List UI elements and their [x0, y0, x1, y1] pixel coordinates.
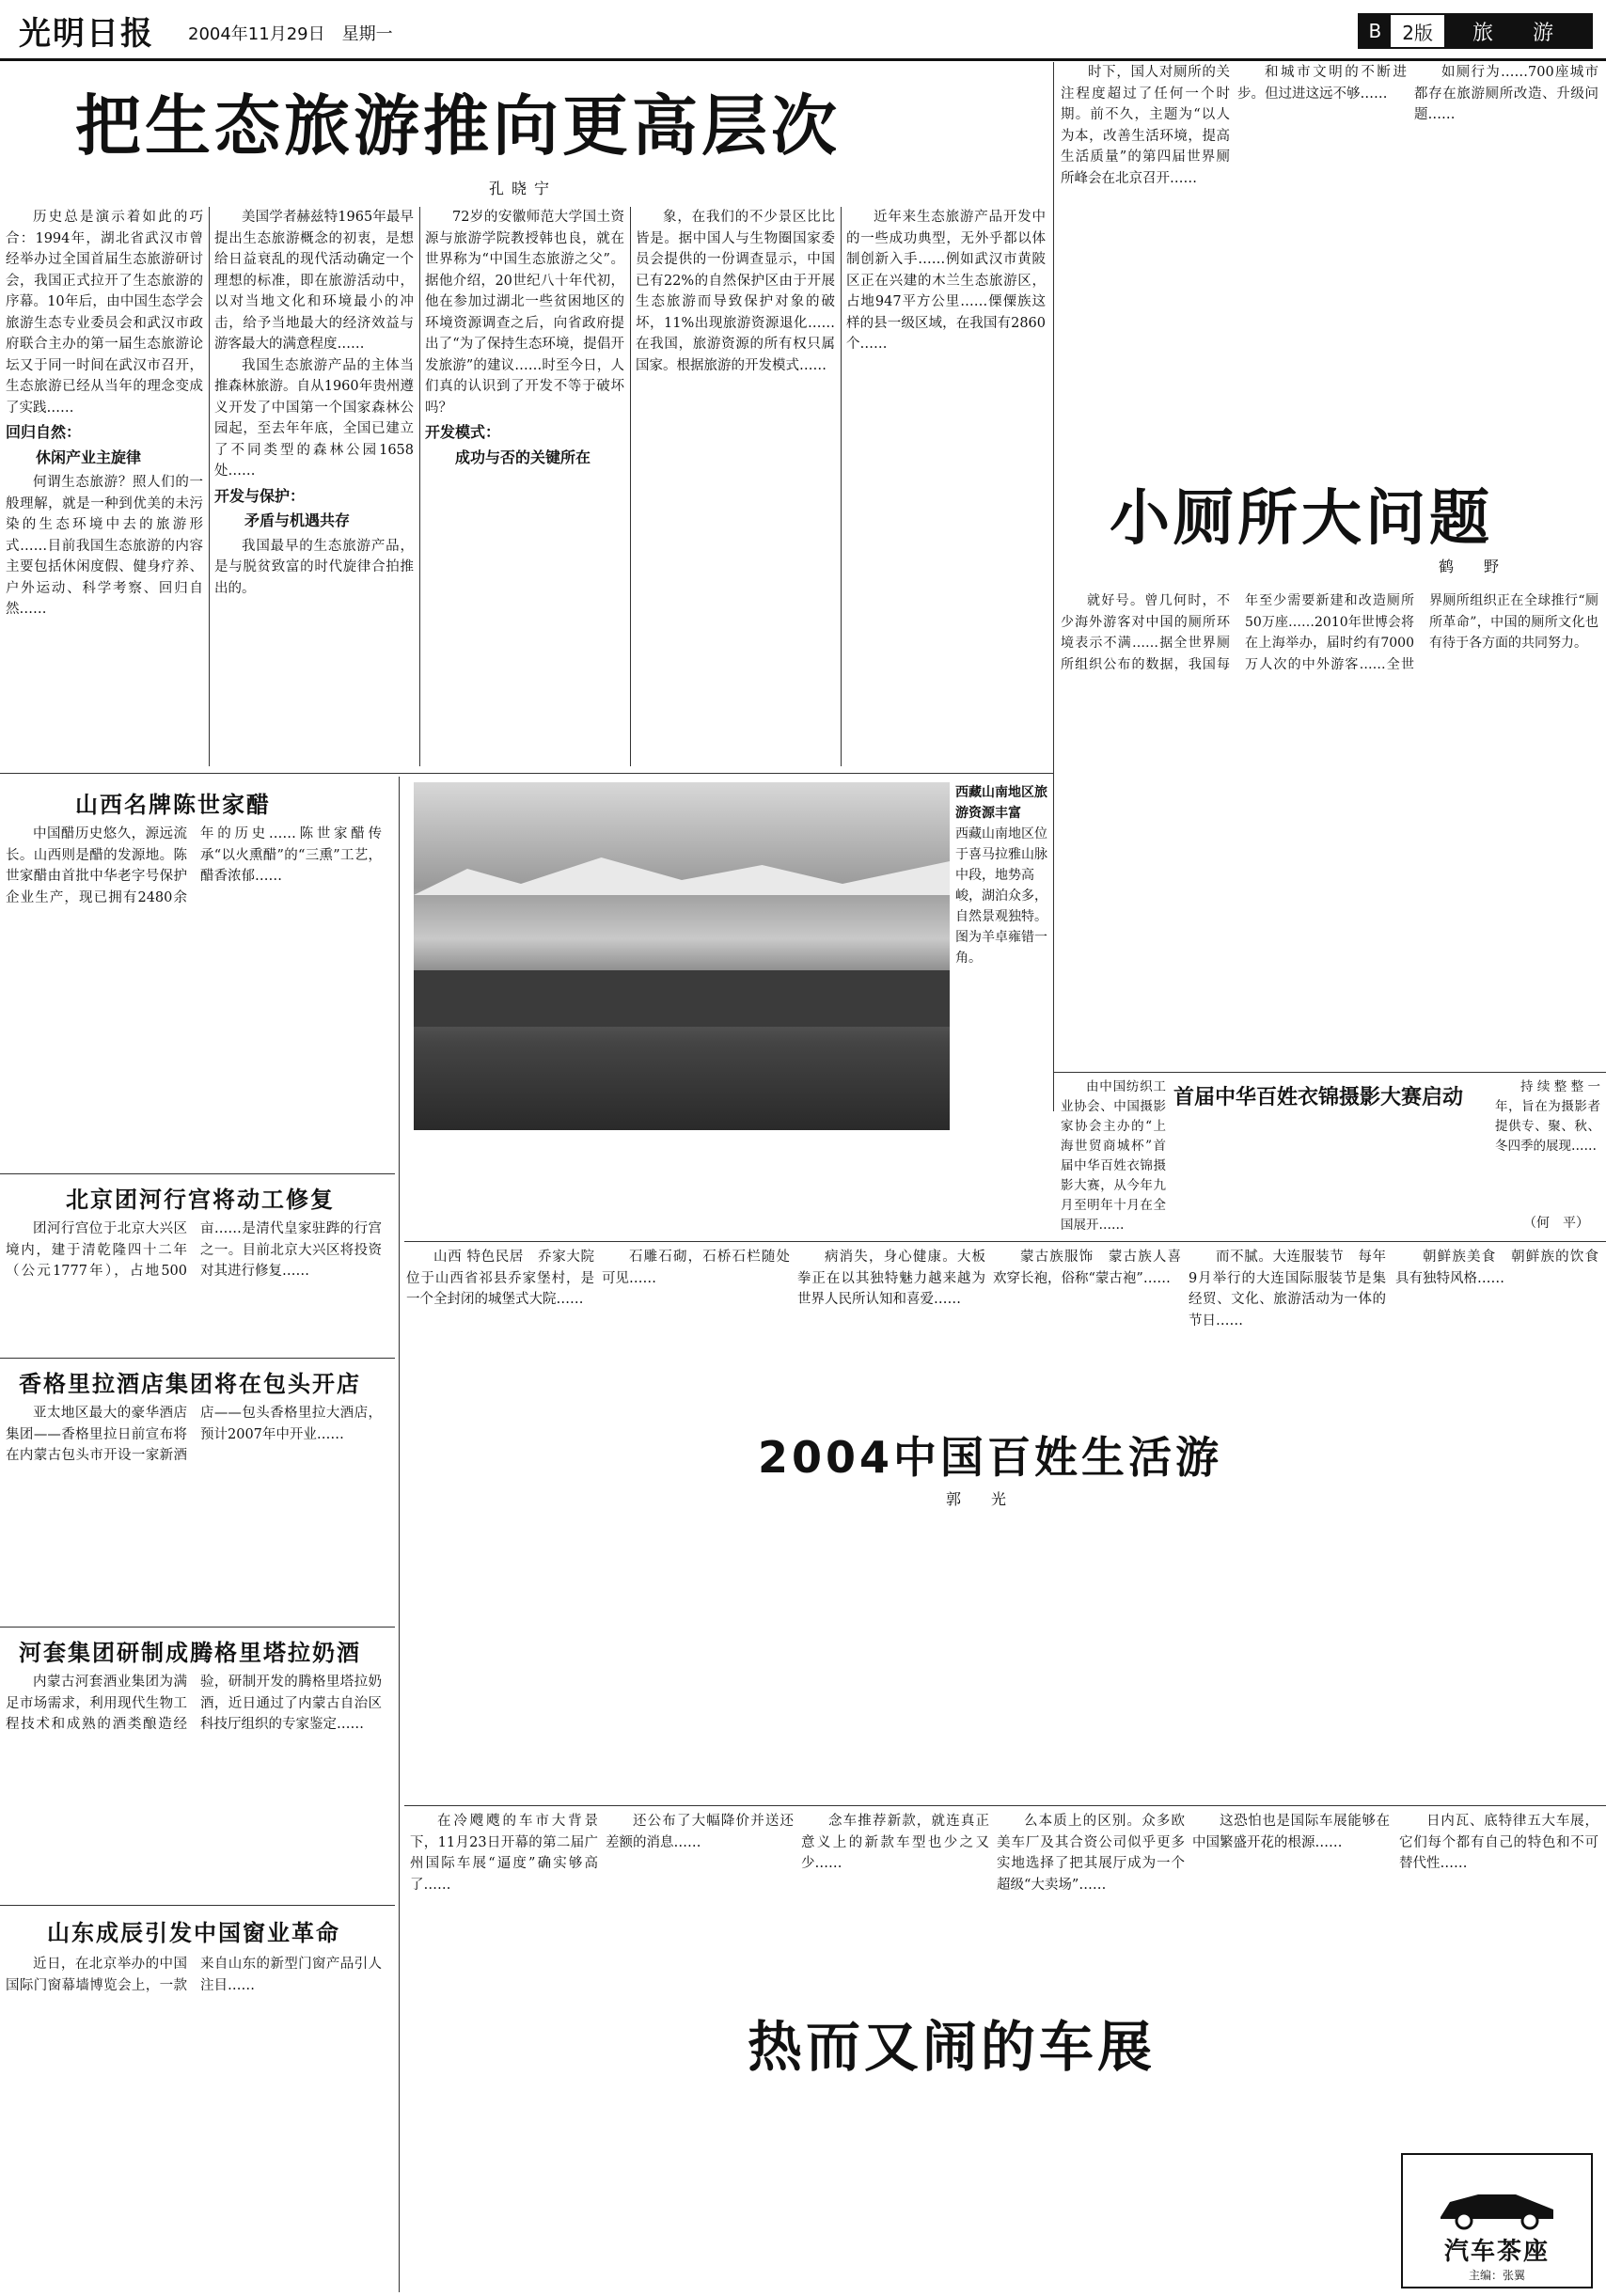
article-3-col-2	[602, 1247, 790, 1801]
photo-caption-text: 西藏山南地区位于喜马拉雅山脉中段，地势高峻，湖泊众多，自然景观独特。图为羊卓雍错一角。	[955, 826, 1047, 966]
article-1-col-1	[6, 207, 203, 766]
article-1-col-2b-text: 我国生态旅游产品的主体当推森林旅游。自从1960年贵州遵义开发了中国第一个国家森林公园起，至去年年底，全国已建立了不同类型的森林公园1658处……	[214, 357, 414, 479]
article-1-col-1b-text: 何谓生态旅游？照人们的一般理解，就是一种到优美的未污染的生态环境中去的旅游形式……目前我国生态旅游的内容主要包括休闲度假、健身疗养、户外运动、科学考察、回归自然……	[6, 475, 203, 617]
article-1-col-4	[636, 207, 835, 766]
page-number: 2版	[1402, 21, 1433, 44]
article-4-title: 热而又闹的车展	[748, 2015, 1157, 2079]
article-3-col-4	[993, 1247, 1181, 1801]
news-3-body	[6, 1403, 382, 1619]
contest-lead-text: 由中国纺织工业协会、中国摄影家协会主办的“上海世贸商城杯”首届中华百姓衣锦摄影大赛，从今年九月至明年十月在全国展开……	[1061, 1079, 1166, 1233]
article-4-col-3-text: 念车推荐新款，就连真正意义上的新款车型也少之又少……	[801, 1814, 989, 1871]
article-3-col-3-text: 病消失，身心健康。大板拳正在以其独特魅力越来越为世界人民所认知和喜爱……	[797, 1250, 985, 1307]
contest-right	[1495, 1077, 1600, 1235]
article-3-col-1	[406, 1247, 608, 1801]
article-1-col-4-text: 象，在我们的不少景区比比皆是。据中国人与生物圈国家委员会提供的一份调查显示，中国已有22%的自然保护区由于开展生态旅游而导致保护对象的破坏，11%出现旅游资源退化……在我国，旅游资源的所有权只属国家。根据旅游的开发模式……	[636, 210, 835, 373]
news-1-body	[6, 824, 382, 1166]
article-4-col-6-text: 日内瓦、底特律五大车展，它们每个都有自己的特色和不可替代性……	[1399, 1814, 1598, 1871]
photo-caption	[955, 782, 1049, 1130]
news-4-title: 河套集团研制成腾格里塔拉奶酒	[19, 1640, 361, 1666]
car-column-editor: 主编：张翼	[1468, 2269, 1525, 2282]
article-1-col-5-text: 近年来生态旅游产品开发中的一些成功典型，无外乎都以体制创新入手……例如武汉市黄陂区正在兴建的木兰生态旅游区，占地947平方公里……傈僳族这样的县一级区域，在我国有2860个……	[846, 210, 1046, 352]
article-3-col-1-text: 山西 特色民居 乔家大院 位于山西省祁县乔家堡村，是一个全封闭的城堡式大院……	[406, 1250, 608, 1307]
article-3-col-6	[1395, 1247, 1598, 1801]
newspaper-logo: 光明日报	[19, 15, 154, 53]
article-3-col-3	[797, 1247, 985, 1801]
article-1-col-2-text: 美国学者赫兹特1965年最早提出生态旅游概念的初衷，是想给日益衰乱的现代活动确定一个理想的标准，即在旅游活动中，以对当地文化和环境最小的冲击，给予当地最大的经济效益与游客最大的满意程度……	[214, 210, 414, 352]
contest-right-text: 持续整整一年，旨在为摄影者提供专、聚、秋、冬四季的展现……	[1495, 1079, 1600, 1154]
car-column-logo	[1401, 2153, 1593, 2288]
article-3-title: 2004中国百姓生活游	[743, 1420, 1237, 1489]
article-1-subhead-1: 回归自然：	[6, 423, 82, 441]
article-2-col-2-text: 和城市文明的不断进步。但过进这远不够……	[1237, 65, 1407, 102]
article-1-subhead-3b: 成功与否的关键所在	[455, 448, 591, 466]
article-1-byline: 孔晓宁	[489, 180, 558, 197]
news-3-title: 香格里拉酒店集团将在包头开店	[19, 1371, 361, 1397]
photo-caption-title: 西藏山南地区旅游资源丰富	[955, 785, 1047, 821]
article-3-byline: 郭 光	[940, 1487, 1019, 1509]
article-2-col-1	[1061, 62, 1230, 452]
article-3-col-6-text: 朝鲜族美食 朝鲜族的饮食具有独特风格……	[1395, 1250, 1598, 1286]
article-1-title: 把生态旅游推向更高层次	[75, 87, 841, 165]
article-4-col-2	[606, 1811, 794, 1980]
article-4-col-5	[1192, 1811, 1390, 2140]
article-1-col-1-text: 历史总是演示着如此的巧合：1994年，湖北省武汉市曾经举办过全国首届生态旅游研讨会，我国正式拉开了生态旅游的序幕。10年后，由中国生态学会旅游生态专业委员会和武汉市政府联合主办的第一届生态旅游论坛又于同一时间在武汉市召开，生态旅游已经从当年的理念变成了实践……	[6, 210, 203, 416]
article-4-col-5-text: 这恐怕也是国际车展能够在中国繁盛开花的根源……	[1192, 1814, 1390, 1850]
left-news-column	[0, 777, 395, 2292]
article-1-subhead-2: 开发与保护：	[214, 486, 306, 505]
article-3-col-4-text: 蒙古族服饰 蒙古族人喜欢穿长袍，俗称“蒙古袍”……	[993, 1250, 1181, 1286]
news-5-body-text: 近日，在北京举办的中国国际门窗幕墙博览会上，一款来自山东的新型门窗产品引人注目……	[6, 1957, 382, 1993]
article-1-subhead-3: 开发模式：	[425, 423, 501, 441]
tibet-lake-photo	[414, 782, 950, 1130]
article-2-col-1-text: 时下，国人对厕所的关注程度超过了任何一个时期。前不久，主题为“以人为本，改善生活环境，提高生活质量”的第四届世界厕所峰会在北京召开……	[1061, 65, 1230, 186]
article-3-col-5	[1189, 1247, 1386, 1801]
news-2-body-text: 团河行宫位于北京大兴区境内，建于清乾隆四十二年（公元1777年），占地500亩……是清代皇家驻跸的行宫之一。目前北京大兴区将投资对其进行修复……	[6, 1221, 382, 1279]
contest-author: （何 平）	[1523, 1216, 1589, 1231]
car-column-logo-text: 汽车茶座	[1443, 2238, 1550, 2266]
article-2-title: 小厕所大问题	[1110, 484, 1493, 554]
contest-title: 首届中华百姓衣锦摄影大赛启动	[1173, 1086, 1464, 1109]
news-2-body	[6, 1219, 382, 1350]
page-indicator	[1358, 13, 1593, 49]
news-5-body	[6, 1954, 382, 2283]
article-2-body-text: 就好号。曾几何时，不少海外游客对中国的厕所环境表示不满……据全世界厕所组织公布的数据，我国每年至少需要新建和改造厕所50万座……2010年世博会将在上海举办，届时约有7000万人次的中外游客……全世界厕所组织正在全球推行“厕所革命”，中国的厕所文化也有待于各方面的共同努力。	[1061, 593, 1598, 672]
article-1-col-5	[846, 207, 1046, 766]
contest-lead	[1061, 1077, 1166, 1235]
car-icon	[1431, 2176, 1563, 2232]
article-2-col-3-text: 如厕行为……700座城市都存在旅游厕所改造、升级问题……	[1414, 65, 1598, 122]
news-1-body-text: 中国醋历史悠久，源远流长。山西则是醋的发源地。陈世家醋由首批中华老字号保护企业生产，现已拥有2480余年的历史……陈世家醋传承“以火熏醋”的“三熏”工艺，醋香浓郁……	[6, 826, 382, 905]
masthead	[0, 0, 1606, 61]
article-1-col-2	[214, 207, 414, 766]
article-4-col-1	[410, 1811, 598, 2290]
issue-date: 2004年11月29日 星期一	[188, 24, 393, 44]
news-3-body-text: 亚太地区最大的豪华酒店集团——香格里拉日前宣布将在内蒙古包头市开设一家新酒店——包头香格里拉大酒店，预计2007年中开业……	[6, 1406, 382, 1463]
news-1-title: 山西名牌陈世家醋	[75, 792, 271, 818]
article-2-byline: 鹤 野	[1439, 558, 1507, 575]
article-2-body	[1061, 590, 1598, 1072]
article-2-col-3	[1414, 62, 1598, 452]
news-4-body	[6, 1672, 382, 1897]
article-1-subhead-2b: 矛盾与机遇共存	[244, 511, 351, 529]
news-5-title: 山东成辰引发中国窗业革命	[47, 1920, 340, 1946]
article-4-col-3	[801, 1811, 989, 1980]
news-4-body-text: 内蒙古河套酒业集团为满足市场需求，利用现代生物工程技术和成熟的酒类酿造经验，研制开发的腾格里塔拉奶酒，近日通过了内蒙古自治区科技厅组织的专家鉴定……	[6, 1675, 382, 1732]
article-1-col-2c-text: 我国最早的生态旅游产品，是与脱贫致富的时代旋律合拍推出的。	[214, 538, 414, 596]
section-name: 旅 游	[1444, 15, 1591, 47]
article-4-col-4-text: 么本质上的区别。众多欧美车厂及其合资公司似乎更多实地选择了把其展厅成为一个超级“大卖场”……	[997, 1814, 1185, 1893]
news-2-title: 北京团河行宫将动工修复	[66, 1187, 335, 1213]
article-2-col-2	[1237, 62, 1407, 452]
article-1-subhead-1b: 休闲产业主旋律	[36, 448, 142, 466]
article-4-col-1-text: 在冷飕飕的车市大背景下，11月23日开幕的第二届广州国际车展“逼度”确实够高了……	[410, 1814, 598, 1893]
article-4-col-2-text: 还公布了大幅降价并送还差额的消息……	[606, 1814, 794, 1850]
page-letter: B	[1360, 13, 1392, 49]
article-1-col-3	[425, 207, 624, 766]
article-4-col-6	[1399, 1811, 1598, 2140]
article-3-col-2-text: 石雕石砌，石桥石栏随处可见……	[602, 1250, 790, 1286]
article-3-col-5-text: 而不腻。大连服装节 每年9月举行的大连国际服装节是集经贸、文化、旅游活动为一体的节日……	[1189, 1250, 1386, 1329]
article-1-col-3-text: 72岁的安徽师范大学国土资源与旅游学院教授韩也良，就在世界称为“中国生态旅游之父”。据他介绍，20世纪八十年代初，他在参加过湖北一些贫困地区的环境资源调查之后，向省政府提出了“为了保持生态环境，提倡开发旅游”的建议……时至今日，人们真的认识到了开发不等于破坏吗？	[425, 210, 624, 416]
